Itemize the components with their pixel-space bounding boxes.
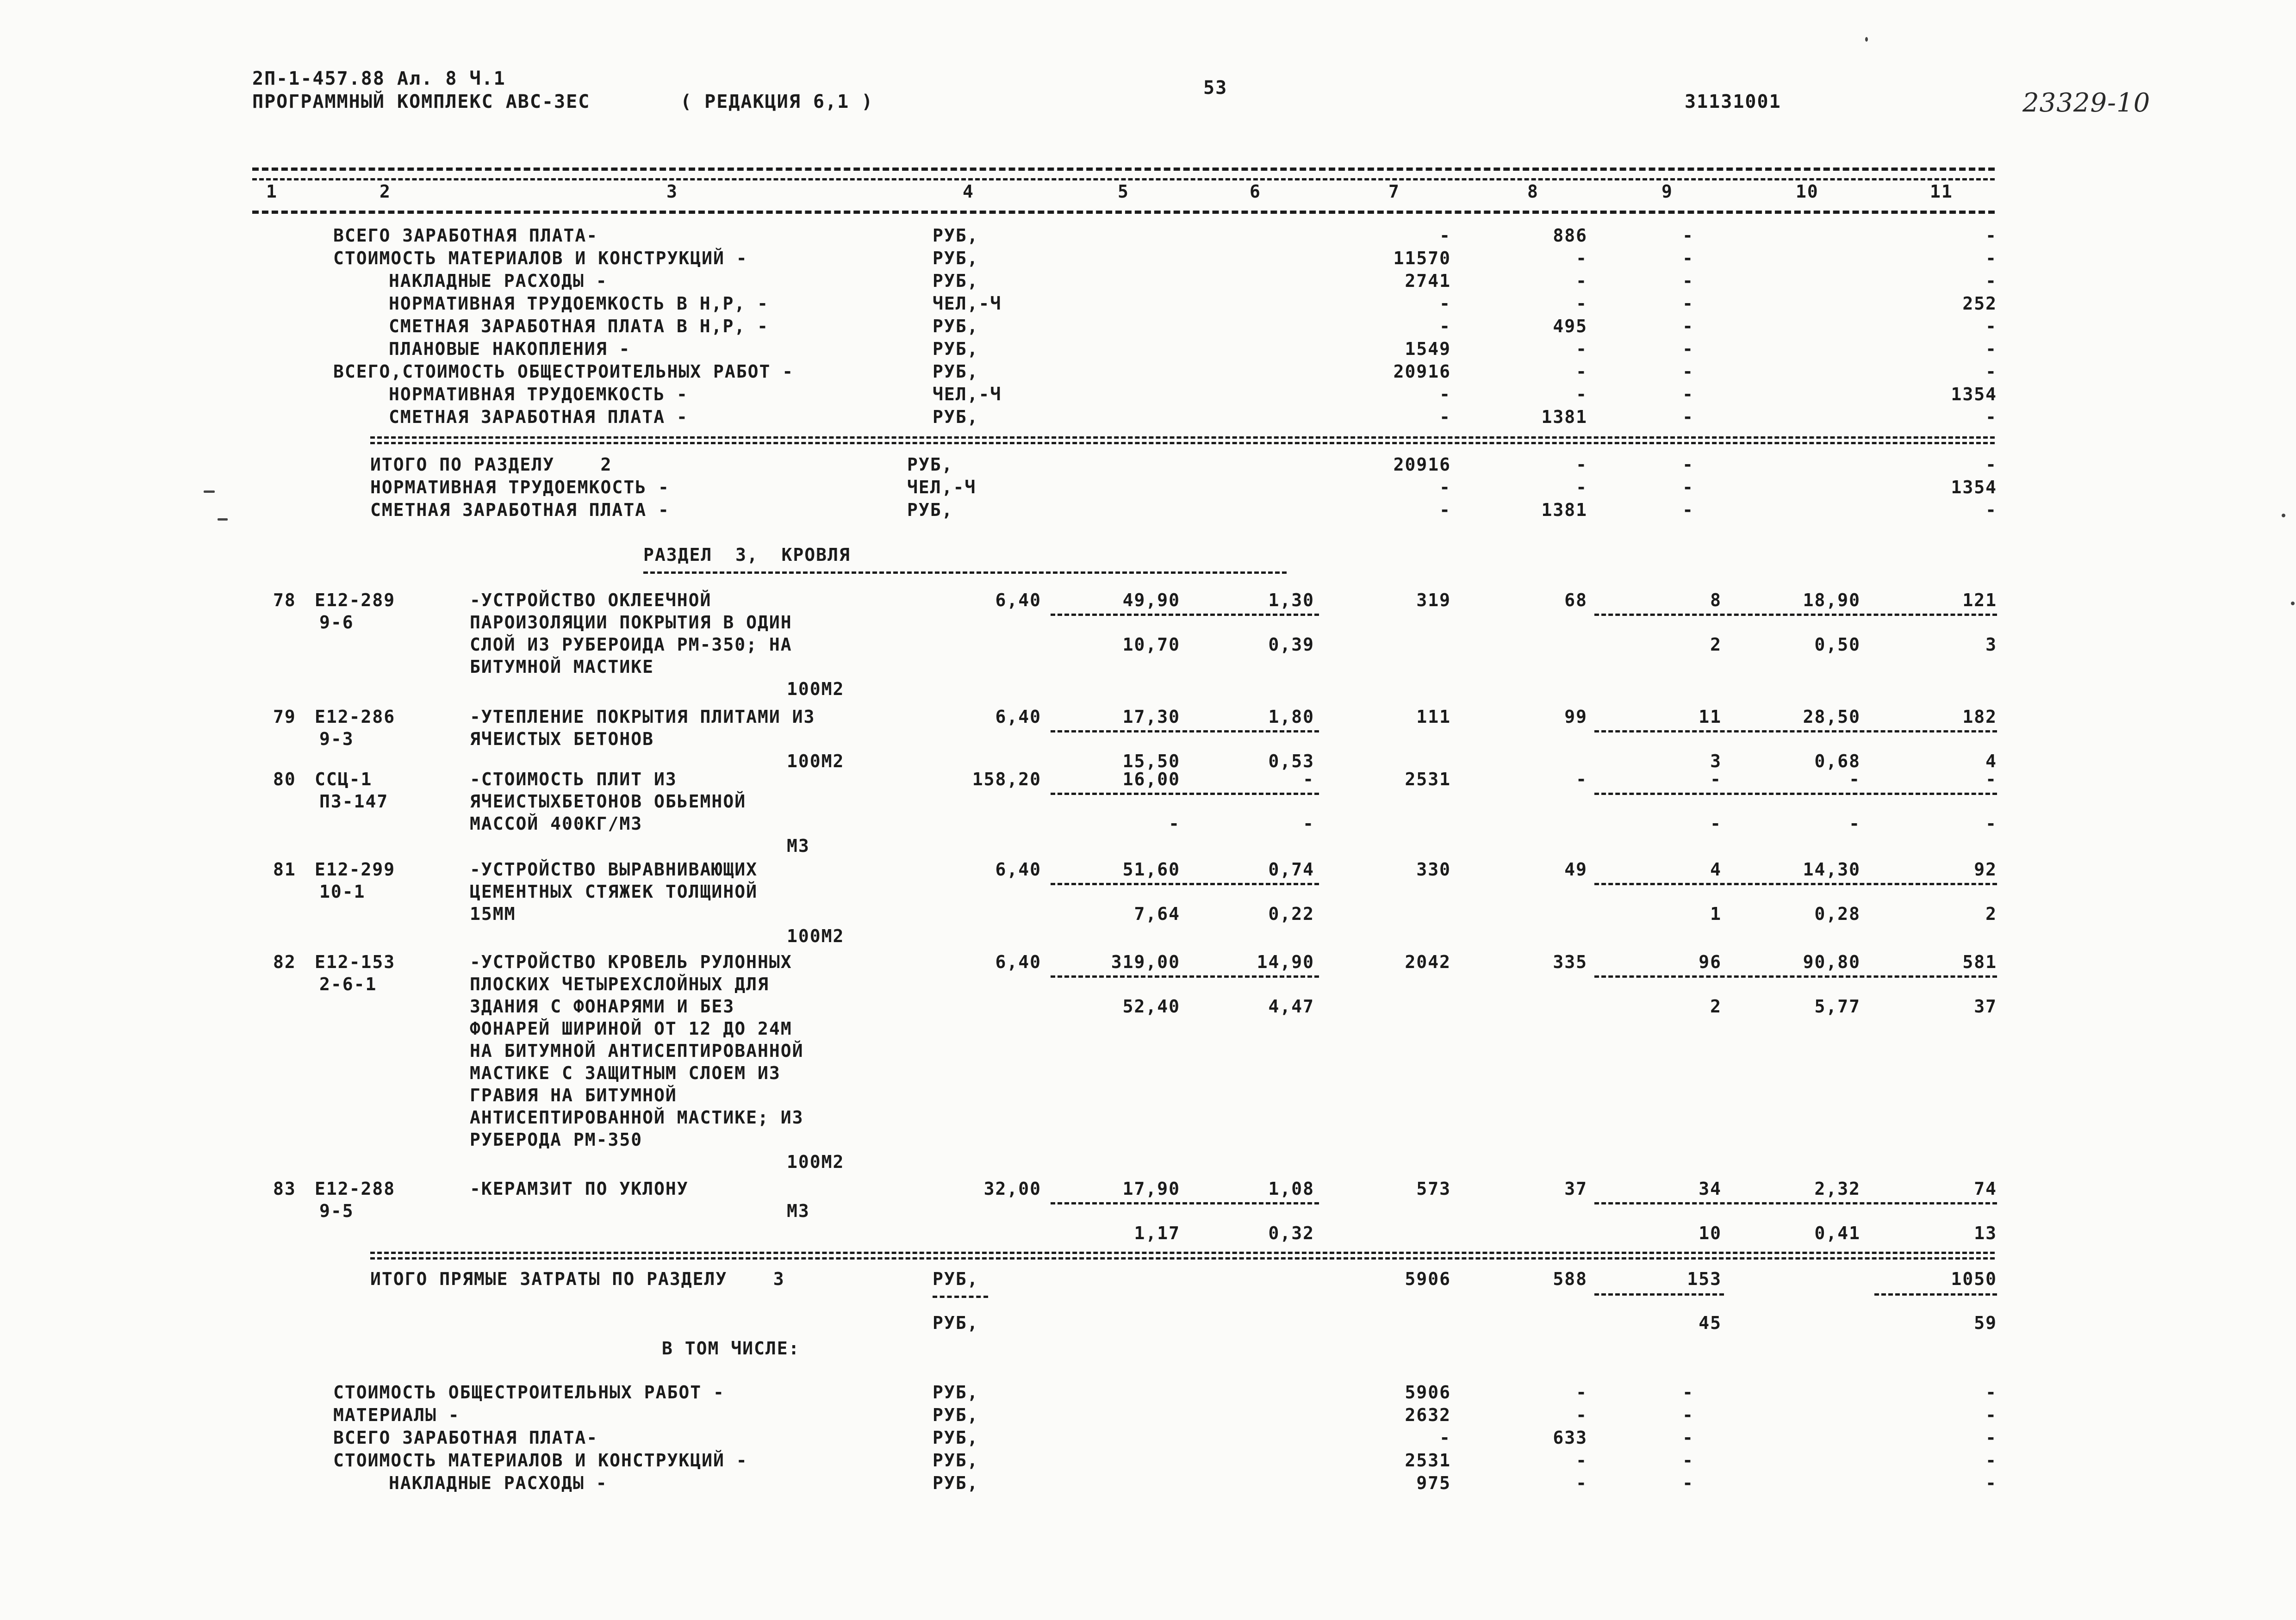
item-description: ЗДАНИЯ С ФОНАРЯМИ И БЕЗ <box>470 996 735 1017</box>
section-title: РАЗДЕЛ 3, КРОВЛЯ <box>643 545 851 565</box>
item-unit-wage: 1,80 <box>1268 707 1314 727</box>
direct-total-col7: 5906 <box>1405 1269 1451 1289</box>
column-number-1: 1 <box>266 181 278 202</box>
section-total-label: ИТОГО ПО РАЗДЕЛУ 2 <box>370 454 612 475</box>
item-labor-norm: 14,30 <box>1803 859 1860 880</box>
summary-col11: - <box>1985 248 1997 268</box>
summary-label: НОРМАТИВНАЯ ТРУДОЕМКОСТЬ В Н,Р, - <box>389 293 769 314</box>
item-code: П3-147 <box>319 791 389 812</box>
summary-unit: РУБ, <box>933 1450 979 1471</box>
summary-col9: - <box>1682 316 1694 336</box>
item-unit-wage: - <box>1303 769 1314 789</box>
summary-col8: - <box>1576 477 1587 497</box>
handwritten-number: 23329-10 <box>2022 88 2151 118</box>
top-rule <box>252 168 1995 171</box>
summary-col9: - <box>1682 407 1694 427</box>
column-number-2: 2 <box>380 181 391 202</box>
item-unit: М3 <box>787 836 810 856</box>
direct-total-col9-sub: 45 <box>1699 1313 1722 1333</box>
item-unit-price: 17,30 <box>1122 707 1180 727</box>
summary-col7: - <box>1439 225 1451 246</box>
summary-unit: РУБ, <box>933 1382 979 1403</box>
summary-col7: 5906 <box>1405 1382 1451 1403</box>
item-subrule <box>1051 1202 1319 1204</box>
column-number-3: 3 <box>666 181 678 202</box>
item-code: Е12-286 <box>315 707 396 727</box>
item-total-cost: 2531 <box>1405 769 1451 789</box>
summary-col11: - <box>1985 1428 1997 1448</box>
summary-col11: - <box>1985 454 1997 475</box>
summary-col11: - <box>1985 1405 1997 1425</box>
summary-unit: РУБ, <box>933 1405 979 1425</box>
summary-unit: РУБ, <box>907 454 953 475</box>
summary-label: НОРМАТИВНАЯ ТРУДОЕМКОСТЬ - <box>370 477 670 497</box>
item-total-cost: 330 <box>1416 859 1451 880</box>
item-unit-wage-sub: - <box>1303 813 1314 834</box>
item-unit: 100М2 <box>787 679 845 699</box>
item-unit-wage: 1,08 <box>1268 1179 1314 1199</box>
summary-col7: - <box>1439 293 1451 314</box>
item-unit-price-sub: 52,40 <box>1122 996 1180 1017</box>
item-description: МАСТИКЕ С ЗАЩИТНЫМ СЛОЕМ ИЗ <box>470 1063 781 1083</box>
subtotal-rule <box>370 436 1995 439</box>
item-total-wage: 37 <box>1564 1179 1587 1199</box>
column-number-4: 4 <box>963 181 974 202</box>
summary-col11: - <box>1985 500 1997 520</box>
item-machine-cost-sub: 10 <box>1699 1223 1722 1243</box>
item-unit-price: 49,90 <box>1122 590 1180 610</box>
item-number: 80 <box>273 769 296 789</box>
summary-col11: - <box>1985 225 1997 246</box>
summary-col7: 1549 <box>1405 339 1451 359</box>
summary-label: СМЕТНАЯ ЗАРАБОТНАЯ ПЛАТА - <box>389 407 688 427</box>
summary-col7: - <box>1439 384 1451 404</box>
direct-total-unit-2: РУБ, <box>933 1313 979 1333</box>
item-labor-total: - <box>1985 769 1997 789</box>
summary-col7: - <box>1439 316 1451 336</box>
program-edition: ( РЕДАКЦИЯ 6,1 ) <box>680 91 874 112</box>
summary-col7: 975 <box>1416 1473 1451 1493</box>
summary-col7: - <box>1439 1428 1451 1448</box>
summary-label: ВСЕГО ЗАРАБОТНАЯ ПЛАТА- <box>333 225 598 246</box>
item-code: 9-3 <box>319 729 354 749</box>
item-number: 83 <box>273 1179 296 1199</box>
item-labor-total-sub: 3 <box>1985 634 1997 655</box>
summary-col11: - <box>1985 339 1997 359</box>
document-ref: 2П-1-457.88 Ал. 8 Ч.1 <box>252 68 506 89</box>
item-description: -СТОИМОСТЬ ПЛИТ ИЗ <box>470 769 677 789</box>
summary-unit: ЧЕЛ,-Ч <box>907 477 977 497</box>
summary-col7: 11570 <box>1393 248 1451 268</box>
summary-col9: - <box>1682 271 1694 291</box>
item-unit: М3 <box>787 1201 810 1221</box>
summary-label: НОРМАТИВНАЯ ТРУДОЕМКОСТЬ - <box>389 384 688 404</box>
summary-col9: - <box>1682 293 1694 314</box>
item-unit-price: 17,90 <box>1122 1179 1180 1199</box>
item-unit: 100М2 <box>787 1152 845 1172</box>
summary-col7: 2531 <box>1405 1450 1451 1471</box>
item-description: БИТУМНОЙ МАСТИКЕ <box>470 657 654 677</box>
summary-col8: 1381 <box>1541 407 1587 427</box>
scan-speck <box>204 490 215 493</box>
item-unit-wage: 14,90 <box>1257 952 1314 972</box>
summary-unit: РУБ, <box>933 1428 979 1448</box>
summary-col8: - <box>1576 293 1587 314</box>
item-labor-norm: 28,50 <box>1803 707 1860 727</box>
item-description: ФОНАРЕЙ ШИРИНОЙ ОТ 12 ДО 24М <box>470 1018 792 1039</box>
item-labor-norm: 90,80 <box>1803 952 1860 972</box>
summary-label: СТОИМОСТЬ МАТЕРИАЛОВ И КОНСТРУКЦИЙ - <box>333 1450 748 1471</box>
item-labor-norm-sub: 5,77 <box>1814 996 1860 1017</box>
item-description: МАССОЙ 400КГ/М3 <box>470 813 643 834</box>
item-description: ГРАВИЯ НА БИТУМНОЙ <box>470 1085 677 1105</box>
item-code: 10-1 <box>319 881 366 902</box>
summary-col9: - <box>1682 454 1694 475</box>
summary-unit: РУБ, <box>933 316 979 336</box>
summary-col9: - <box>1682 477 1694 497</box>
summary-label: СМЕТНАЯ ЗАРАБОТНАЯ ПЛАТА В Н,Р, - <box>389 316 769 336</box>
item-labor-total-sub: - <box>1985 813 1997 834</box>
summary-col11: 252 <box>1962 293 1997 314</box>
summary-col9: - <box>1682 1473 1694 1493</box>
item-number: 82 <box>273 952 296 972</box>
item-unit-price-sub: - <box>1169 813 1180 834</box>
summary-col9: - <box>1682 361 1694 382</box>
item-description: ПЛОСКИХ ЧЕТЫРЕХСЛОЙНЫХ ДЛЯ <box>470 974 769 994</box>
item-subrule <box>1594 793 1997 795</box>
summary-unit: ЧЕЛ,-Ч <box>933 384 1002 404</box>
summary-col8: 633 <box>1553 1428 1587 1448</box>
summary-label: МАТЕРИАЛЫ - <box>333 1405 460 1425</box>
item-labor-total: 74 <box>1974 1179 1997 1199</box>
summary-col9: - <box>1682 500 1694 520</box>
item-description: АНТИСЕПТИРОВАННОЙ МАСТИКЕ; ИЗ <box>470 1107 804 1128</box>
direct-total-col11-sub: 59 <box>1974 1313 1997 1333</box>
item-labor-total: 182 <box>1962 707 1997 727</box>
subtotal-rule-2 <box>370 442 1995 444</box>
scan-speck <box>2291 602 2295 605</box>
summary-col8: - <box>1576 361 1587 382</box>
item-unit-wage-sub: 0,39 <box>1268 634 1314 655</box>
summary-col9: - <box>1682 339 1694 359</box>
direct-total-label: ИТОГО ПРЯМЫЕ ЗАТРАТЫ ПО РАЗДЕЛУ 3 <box>370 1269 785 1289</box>
direct-total-rule-2 <box>370 1257 1995 1260</box>
item-description: ЦЕМЕНТНЫХ СТЯЖЕК ТОЛЩИНОЙ <box>470 881 758 902</box>
item-labor-norm: 2,32 <box>1814 1179 1860 1199</box>
item-description: ЯЧЕИСТЫХБЕТОНОВ ОБЬЕМНОЙ <box>470 791 747 812</box>
summary-label: ВСЕГО ЗАРАБОТНАЯ ПЛАТА- <box>333 1428 598 1448</box>
column-number-11: 11 <box>1930 181 1953 202</box>
summary-col11: - <box>1985 271 1997 291</box>
item-description: ПАРОИЗОЛЯЦИИ ПОКРЫТИЯ В ОДИН <box>470 612 792 633</box>
item-subrule <box>1051 975 1319 978</box>
summary-unit: РУБ, <box>933 271 979 291</box>
item-subrule <box>1051 614 1319 616</box>
item-unit-price-sub: 7,64 <box>1134 904 1180 924</box>
summary-col8: - <box>1576 248 1587 268</box>
item-subrule <box>1594 730 1997 732</box>
including-heading: В ТОМ ЧИСЛЕ: <box>662 1338 800 1359</box>
item-total-wage: - <box>1576 769 1587 789</box>
item-code: 9-5 <box>319 1201 354 1221</box>
item-unit-price: 319,00 <box>1111 952 1180 972</box>
item-total-cost: 319 <box>1416 590 1451 610</box>
summary-label: СТОИМОСТЬ ОБЩЕСТРОИТЕЛЬНЫХ РАБОТ - <box>333 1382 725 1403</box>
item-number: 79 <box>273 707 296 727</box>
summary-col8: - <box>1576 1473 1587 1493</box>
item-total-wage: 99 <box>1564 707 1587 727</box>
summary-unit: РУБ, <box>933 1473 979 1493</box>
item-quantity: 6,40 <box>995 859 1041 880</box>
summary-label: НАКЛАДНЫЕ РАСХОДЫ - <box>389 271 608 291</box>
item-total-cost: 2042 <box>1405 952 1451 972</box>
item-unit: 100М2 <box>787 926 845 946</box>
item-description: РУБЕРОДА РМ-350 <box>470 1130 643 1150</box>
summary-col11: - <box>1985 316 1997 336</box>
item-subrule <box>1594 883 1997 885</box>
column-number-10: 10 <box>1796 181 1819 202</box>
item-quantity: 158,20 <box>972 769 1041 789</box>
summary-col11: - <box>1985 1450 1997 1471</box>
item-total-cost: 573 <box>1416 1179 1451 1199</box>
item-number: 81 <box>273 859 296 880</box>
item-unit-wage-sub: 4,47 <box>1268 996 1314 1017</box>
summary-unit: РУБ, <box>933 225 979 246</box>
item-machine-cost: 4 <box>1710 859 1722 880</box>
summary-col8: - <box>1576 454 1587 475</box>
item-unit-wage: 0,74 <box>1268 859 1314 880</box>
item-unit-price: 51,60 <box>1122 859 1180 880</box>
summary-label: ПЛАНОВЫЕ НАКОПЛЕНИЯ - <box>389 339 631 359</box>
item-unit-wage: 1,30 <box>1268 590 1314 610</box>
item-labor-total: 121 <box>1962 590 1997 610</box>
summary-col9: - <box>1682 384 1694 404</box>
item-code: Е12-153 <box>315 952 396 972</box>
summary-col7: - <box>1439 500 1451 520</box>
item-code: 9-6 <box>319 612 354 633</box>
column-number-6: 6 <box>1250 181 1261 202</box>
item-total-wage: 68 <box>1564 590 1587 610</box>
column-number-7: 7 <box>1388 181 1400 202</box>
summary-col11: - <box>1985 1382 1997 1403</box>
summary-col8: - <box>1576 1405 1587 1425</box>
item-unit-price: 16,00 <box>1122 769 1180 789</box>
item-labor-norm: 18,90 <box>1803 590 1860 610</box>
item-unit-price-sub: 10,70 <box>1122 634 1180 655</box>
direct-total-unit: РУБ, <box>933 1269 979 1289</box>
item-machine-cost-sub: 3 <box>1710 751 1722 771</box>
direct-total-subrule <box>1874 1293 1997 1296</box>
item-subrule <box>1051 730 1319 732</box>
direct-total-col8: 588 <box>1553 1269 1587 1289</box>
summary-unit: РУБ, <box>933 407 979 427</box>
column-number-5: 5 <box>1118 181 1129 202</box>
item-unit-wage-sub: 0,53 <box>1268 751 1314 771</box>
item-total-wage: 49 <box>1564 859 1587 880</box>
column-number-8: 8 <box>1527 181 1539 202</box>
item-machine-cost: 11 <box>1699 707 1722 727</box>
summary-label: ВСЕГО,СТОИМОСТЬ ОБЩЕСТРОИТЕЛЬНЫХ РАБОТ - <box>333 361 794 382</box>
summary-col11: - <box>1985 407 1997 427</box>
direct-total-subrule <box>1594 1293 1724 1296</box>
item-labor-total: 581 <box>1962 952 1997 972</box>
item-subrule <box>1051 883 1319 885</box>
item-number: 78 <box>273 590 296 610</box>
summary-col9: - <box>1682 1382 1694 1403</box>
summary-col7: - <box>1439 477 1451 497</box>
summary-col8: 1381 <box>1541 500 1587 520</box>
summary-col9: - <box>1682 1428 1694 1448</box>
item-machine-cost-sub: 2 <box>1710 634 1722 655</box>
item-description: -УСТРОЙСТВО КРОВЕЛЬ РУЛОННЫХ <box>470 952 792 972</box>
item-machine-cost-sub: 2 <box>1710 996 1722 1017</box>
scan-speck <box>2282 514 2285 517</box>
item-quantity: 6,40 <box>995 707 1041 727</box>
item-description: -УСТРОЙСТВО ВЫРАВНИВАЮЩИХ <box>470 859 758 880</box>
item-subrule <box>1594 975 1997 978</box>
item-labor-norm-sub: 0,50 <box>1814 634 1860 655</box>
summary-col11: - <box>1985 361 1997 382</box>
summary-label: СМЕТНАЯ ЗАРАБОТНАЯ ПЛАТА - <box>370 500 670 520</box>
item-description: -КЕРАМЗИТ ПО УКЛОНУ <box>470 1179 689 1199</box>
item-labor-norm-sub: 0,68 <box>1814 751 1860 771</box>
item-code: 2-6-1 <box>319 974 377 994</box>
summary-col7: 2741 <box>1405 271 1451 291</box>
summary-col9: - <box>1682 225 1694 246</box>
item-subrule <box>1051 793 1319 795</box>
item-quantity: 6,40 <box>995 952 1041 972</box>
item-labor-total-sub: 2 <box>1985 904 1997 924</box>
top-rule-2 <box>252 178 1995 180</box>
summary-unit: РУБ, <box>933 339 979 359</box>
summary-col11: 1354 <box>1951 384 1997 404</box>
summary-col8: 495 <box>1553 316 1587 336</box>
summary-col7: 20916 <box>1393 454 1451 475</box>
scan-speck <box>1865 37 1868 42</box>
summary-label: НАКЛАДНЫЕ РАСХОДЫ - <box>389 1473 608 1493</box>
item-unit-wage-sub: 0,32 <box>1268 1223 1314 1243</box>
item-description: 15ММ <box>470 904 516 924</box>
summary-col9: - <box>1682 1405 1694 1425</box>
column-number-9: 9 <box>1661 181 1673 202</box>
scan-speck <box>218 518 228 521</box>
direct-total-unit-rule <box>933 1296 988 1298</box>
item-machine-cost: 96 <box>1699 952 1722 972</box>
summary-col8: - <box>1576 1382 1587 1403</box>
item-quantity: 32,00 <box>983 1179 1041 1199</box>
item-total-wage: 335 <box>1553 952 1587 972</box>
item-unit: 100М2 <box>787 751 845 771</box>
summary-col9: - <box>1682 1450 1694 1471</box>
item-machine-cost: 8 <box>1710 590 1722 610</box>
item-unit-wage-sub: 0,22 <box>1268 904 1314 924</box>
item-labor-total: 92 <box>1974 859 1997 880</box>
item-code: Е12-299 <box>315 859 396 880</box>
summary-col11: - <box>1985 1473 1997 1493</box>
item-code: Е12-289 <box>315 590 396 610</box>
page-number: 53 <box>1203 77 1228 99</box>
item-code: ССЦ-1 <box>315 769 373 789</box>
item-machine-cost: - <box>1710 769 1722 789</box>
item-quantity: 6,40 <box>995 590 1041 610</box>
item-labor-norm-sub: - <box>1849 813 1860 834</box>
summary-col11: 1354 <box>1951 477 1997 497</box>
direct-total-col9: 153 <box>1687 1269 1722 1289</box>
section-title-underline <box>643 571 1287 574</box>
item-subrule <box>1594 614 1997 616</box>
item-machine-cost-sub: - <box>1710 813 1722 834</box>
item-labor-norm: - <box>1849 769 1860 789</box>
item-labor-norm-sub: 0,28 <box>1814 904 1860 924</box>
item-labor-total-sub: 37 <box>1974 996 1997 1017</box>
item-description: -УТЕПЛЕНИЕ ПОКРЫТИЯ ПЛИТАМИ ИЗ <box>470 707 815 727</box>
summary-col9: - <box>1682 248 1694 268</box>
column-header-rule <box>252 211 1995 214</box>
summary-col7: - <box>1439 407 1451 427</box>
summary-unit: РУБ, <box>907 500 953 520</box>
item-unit-price-sub: 15,50 <box>1122 751 1180 771</box>
item-description: -УСТРОЙСТВО ОКЛЕЕЧНОЙ <box>470 590 712 610</box>
item-description: НА БИТУМНОЙ АНТИСЕПТИРОВАННОЙ <box>470 1041 804 1061</box>
item-labor-norm-sub: 0,41 <box>1814 1223 1860 1243</box>
item-machine-cost-sub: 1 <box>1710 904 1722 924</box>
summary-col8: 886 <box>1553 225 1587 246</box>
summary-col8: - <box>1576 384 1587 404</box>
item-total-cost: 111 <box>1416 707 1451 727</box>
item-description: СЛОЙ ИЗ РУБЕРОИДА РМ-350; НА <box>470 634 792 655</box>
summary-col8: - <box>1576 339 1587 359</box>
program-name: ПРОГРАММНЫЙ КОМПЛЕКС АВС-3ЕС <box>252 91 591 112</box>
summary-col7: 2632 <box>1405 1405 1451 1425</box>
item-labor-total-sub: 4 <box>1985 751 1997 771</box>
summary-col7: 20916 <box>1393 361 1451 382</box>
item-labor-total-sub: 13 <box>1974 1223 1997 1243</box>
item-unit-price-sub: 1,17 <box>1134 1223 1180 1243</box>
summary-unit: РУБ, <box>933 248 979 268</box>
item-code: Е12-288 <box>315 1179 396 1199</box>
direct-total-col11: 1050 <box>1951 1269 1997 1289</box>
summary-col8: - <box>1576 1450 1587 1471</box>
item-subrule <box>1594 1202 1997 1204</box>
summary-label: СТОИМОСТЬ МАТЕРИАЛОВ И КОНСТРУКЦИЙ - <box>333 248 748 268</box>
item-machine-cost: 34 <box>1699 1179 1722 1199</box>
item-description: ЯЧЕИСТЫХ БЕТОНОВ <box>470 729 654 749</box>
summary-col8: - <box>1576 271 1587 291</box>
direct-total-rule <box>370 1252 1995 1254</box>
summary-unit: РУБ, <box>933 361 979 382</box>
summary-unit: ЧЕЛ,-Ч <box>933 293 1002 314</box>
document-code: 31131001 <box>1685 91 1781 112</box>
